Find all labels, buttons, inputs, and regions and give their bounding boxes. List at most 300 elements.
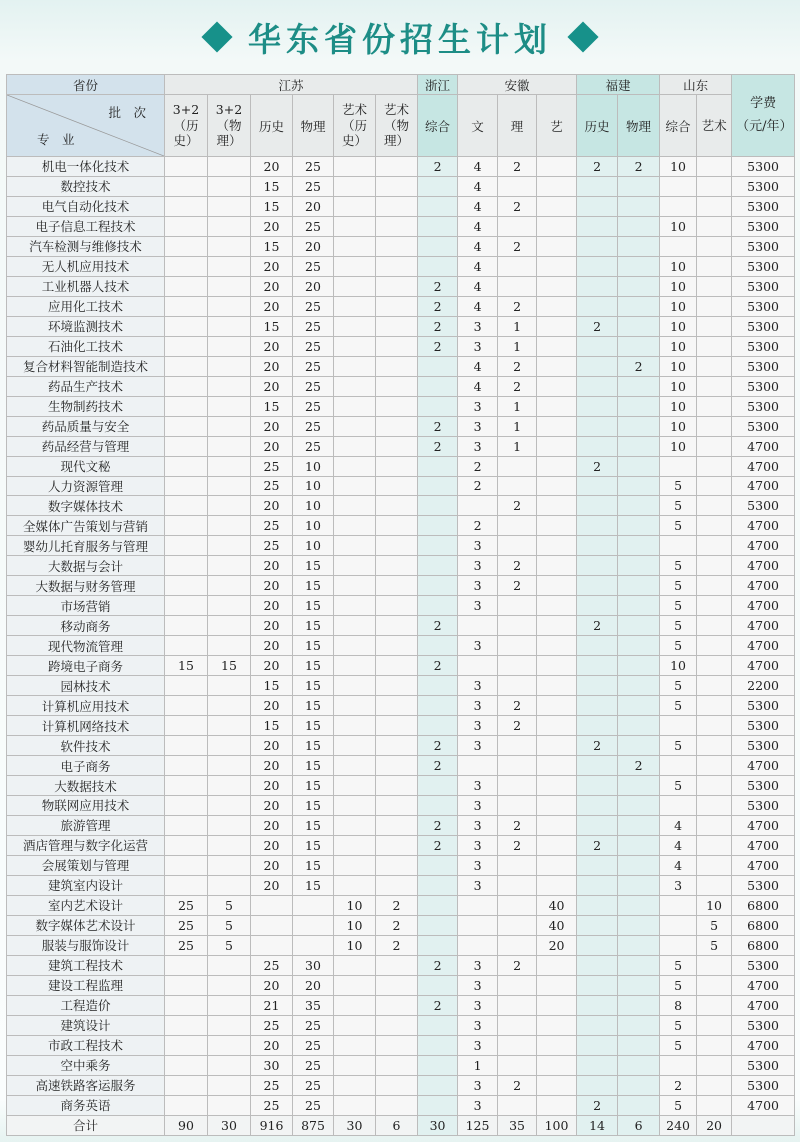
major-name: 药品经营与管理 <box>7 436 165 456</box>
quota-cell <box>418 516 458 536</box>
quota-cell <box>697 756 732 776</box>
quota-cell <box>618 915 660 935</box>
major-name: 室内艺术设计 <box>7 895 165 915</box>
table-row <box>7 356 795 376</box>
quota-cell: 15 <box>293 796 334 816</box>
major-name: 药品质量与安全 <box>7 416 165 436</box>
table-row <box>7 1095 795 1115</box>
quota-cell <box>208 636 251 656</box>
quota-cell: 2 <box>418 656 458 676</box>
table-row <box>7 1035 795 1055</box>
quota-cell <box>498 1095 537 1115</box>
quota-cell <box>208 676 251 696</box>
major-name: 市政工程技术 <box>7 1035 165 1055</box>
quota-cell <box>660 895 697 915</box>
quota-cell <box>697 576 732 596</box>
quota-cell: 20 <box>293 276 334 296</box>
quota-cell <box>697 636 732 656</box>
quota-cell <box>660 1055 697 1075</box>
quota-cell <box>376 276 418 296</box>
quota-cell <box>418 1075 458 1095</box>
fee-cell: 5300 <box>732 176 795 196</box>
quota-cell: 15 <box>293 556 334 576</box>
province-header-shandong: 山东 <box>660 75 732 95</box>
quota-cell <box>334 776 376 796</box>
quota-cell <box>165 736 208 756</box>
quota-cell <box>577 276 618 296</box>
col-js-history: 历史 <box>251 95 293 157</box>
quota-cell <box>697 1095 732 1115</box>
table-row <box>7 955 795 975</box>
quota-cell: 25 <box>293 296 334 316</box>
quota-cell: 2 <box>418 416 458 436</box>
quota-cell <box>376 835 418 855</box>
quota-cell <box>577 855 618 875</box>
quota-cell <box>618 815 660 835</box>
quota-cell: 15 <box>293 576 334 596</box>
quota-cell: 2 <box>577 157 618 177</box>
quota-cell: 3 <box>458 336 498 356</box>
quota-cell <box>418 576 458 596</box>
quota-cell: 20 <box>293 975 334 995</box>
quota-cell: 5 <box>660 616 697 636</box>
quota-cell <box>618 835 660 855</box>
quota-cell <box>418 895 458 915</box>
quota-cell <box>577 576 618 596</box>
col-sd-comprehensive: 综合 <box>660 95 697 157</box>
quota-cell: 15 <box>293 676 334 696</box>
major-name: 环境监测技术 <box>7 316 165 336</box>
fee-header: 学费（元/年） <box>732 75 795 157</box>
quota-cell: 30 <box>251 1055 293 1075</box>
fee-cell: 5300 <box>732 1055 795 1075</box>
fee-cell: 4700 <box>732 576 795 596</box>
quota-cell: 6 <box>376 1115 418 1136</box>
quota-cell: 2 <box>498 196 537 216</box>
quota-cell: 10 <box>660 356 697 376</box>
quota-cell <box>376 776 418 796</box>
fee-cell: 5300 <box>732 875 795 895</box>
quota-cell <box>577 696 618 716</box>
quota-cell <box>537 815 577 835</box>
quota-cell <box>577 1015 618 1035</box>
quota-cell <box>697 236 732 256</box>
quota-cell: 15 <box>251 676 293 696</box>
quota-cell: 25 <box>251 456 293 476</box>
quota-cell <box>165 176 208 196</box>
quota-cell <box>697 376 732 396</box>
fee-cell: 4700 <box>732 835 795 855</box>
quota-cell: 15 <box>251 396 293 416</box>
quota-cell <box>537 596 577 616</box>
quota-cell <box>697 176 732 196</box>
quota-cell: 916 <box>251 1115 293 1136</box>
quota-cell: 2 <box>577 456 618 476</box>
quota-cell <box>376 396 418 416</box>
quota-cell <box>537 1095 577 1115</box>
quota-cell: 5 <box>660 476 697 496</box>
quota-cell <box>458 915 498 935</box>
quota-cell <box>577 875 618 895</box>
quota-cell: 2 <box>618 157 660 177</box>
quota-cell <box>418 496 458 516</box>
quota-cell: 2 <box>418 436 458 456</box>
quota-cell: 10 <box>334 895 376 915</box>
quota-cell <box>660 796 697 816</box>
quota-cell: 10 <box>660 296 697 316</box>
quota-cell: 2 <box>458 516 498 536</box>
quota-cell <box>418 356 458 376</box>
quota-cell <box>334 1095 376 1115</box>
quota-cell <box>208 855 251 875</box>
quota-cell <box>376 955 418 975</box>
quota-cell: 1 <box>498 336 537 356</box>
table-row <box>7 776 795 796</box>
quota-cell <box>376 855 418 875</box>
table-row <box>7 157 795 177</box>
quota-cell <box>208 396 251 416</box>
quota-cell <box>165 776 208 796</box>
quota-cell: 2 <box>498 356 537 376</box>
quota-cell <box>498 995 537 1015</box>
quota-cell <box>208 176 251 196</box>
major-name: 生物制药技术 <box>7 396 165 416</box>
quota-cell <box>418 935 458 955</box>
quota-cell <box>537 236 577 256</box>
major-name: 建筑工程技术 <box>7 955 165 975</box>
quota-cell <box>498 656 537 676</box>
quota-cell <box>208 1075 251 1095</box>
major-name: 软件技术 <box>7 736 165 756</box>
fee-cell: 5300 <box>732 416 795 436</box>
quota-cell <box>334 176 376 196</box>
quota-cell: 2 <box>498 296 537 316</box>
quota-cell <box>165 1095 208 1115</box>
major-name: 园林技术 <box>7 676 165 696</box>
quota-cell: 2 <box>498 815 537 835</box>
fee-cell: 4700 <box>732 1035 795 1055</box>
quota-cell <box>697 855 732 875</box>
quota-cell <box>660 935 697 955</box>
quota-cell <box>537 456 577 476</box>
quota-cell: 20 <box>251 416 293 436</box>
quota-cell <box>165 316 208 336</box>
quota-cell <box>165 456 208 476</box>
quota-cell <box>697 676 732 696</box>
table-row <box>7 176 795 196</box>
quota-cell <box>577 536 618 556</box>
quota-cell: 2 <box>458 476 498 496</box>
quota-cell <box>618 955 660 975</box>
quota-cell <box>618 875 660 895</box>
quota-cell <box>537 376 577 396</box>
table-row <box>7 736 795 756</box>
quota-cell <box>165 556 208 576</box>
table-row <box>7 576 795 596</box>
quota-cell <box>208 216 251 236</box>
quota-cell <box>418 396 458 416</box>
quota-cell: 15 <box>293 815 334 835</box>
quota-cell: 25 <box>293 396 334 416</box>
quota-cell <box>208 736 251 756</box>
quota-cell <box>577 776 618 796</box>
quota-cell <box>458 895 498 915</box>
quota-cell <box>537 875 577 895</box>
fee-cell: 4700 <box>732 756 795 776</box>
quota-cell <box>376 256 418 276</box>
quota-cell <box>376 596 418 616</box>
quota-cell: 20 <box>251 1035 293 1055</box>
quota-cell <box>577 296 618 316</box>
quota-cell <box>537 176 577 196</box>
quota-cell <box>418 636 458 656</box>
quota-cell <box>334 316 376 336</box>
quota-cell <box>498 935 537 955</box>
quota-cell: 3 <box>458 815 498 835</box>
major-name: 计算机网络技术 <box>7 716 165 736</box>
quota-cell <box>418 875 458 895</box>
quota-cell: 25 <box>293 256 334 276</box>
quota-cell: 25 <box>293 176 334 196</box>
quota-cell: 10 <box>334 935 376 955</box>
quota-cell: 15 <box>293 636 334 656</box>
quota-cell <box>251 915 293 935</box>
quota-cell: 10 <box>334 915 376 935</box>
quota-cell: 90 <box>165 1115 208 1136</box>
quota-cell <box>458 935 498 955</box>
major-name: 现代文秘 <box>7 456 165 476</box>
quota-cell <box>618 1035 660 1055</box>
fee-cell: 5300 <box>732 276 795 296</box>
quota-cell <box>537 676 577 696</box>
fee-cell: 4700 <box>732 636 795 656</box>
quota-cell <box>376 496 418 516</box>
quota-cell <box>208 955 251 975</box>
quota-cell: 1 <box>498 396 537 416</box>
quota-cell <box>458 656 498 676</box>
quota-cell <box>376 356 418 376</box>
quota-cell: 20 <box>251 796 293 816</box>
quota-cell: 14 <box>577 1115 618 1136</box>
fee-cell: 5300 <box>732 336 795 356</box>
quota-cell: 2 <box>577 316 618 336</box>
quota-cell: 15 <box>251 236 293 256</box>
quota-cell: 3 <box>458 955 498 975</box>
fee-cell: 6800 <box>732 895 795 915</box>
quota-cell <box>334 416 376 436</box>
quota-cell: 125 <box>458 1115 498 1136</box>
quota-cell <box>618 536 660 556</box>
quota-cell <box>334 656 376 676</box>
quota-cell <box>376 536 418 556</box>
quota-cell: 15 <box>293 736 334 756</box>
quota-cell <box>376 1055 418 1075</box>
quota-cell <box>618 736 660 756</box>
quota-cell: 15 <box>293 696 334 716</box>
quota-cell <box>577 915 618 935</box>
quota-cell <box>376 376 418 396</box>
quota-cell: 35 <box>293 995 334 1015</box>
quota-cell: 25 <box>251 955 293 975</box>
quota-cell <box>537 796 577 816</box>
quota-cell <box>537 516 577 536</box>
table-row <box>7 815 795 835</box>
quota-cell <box>165 296 208 316</box>
quota-cell: 25 <box>165 915 208 935</box>
quota-cell: 20 <box>251 975 293 995</box>
quota-cell <box>618 196 660 216</box>
quota-cell <box>498 776 537 796</box>
fee-cell: 4700 <box>732 975 795 995</box>
col-js-art-history: 艺术（历史） <box>334 95 376 157</box>
quota-cell <box>537 776 577 796</box>
quota-cell: 25 <box>293 216 334 236</box>
quota-cell <box>208 436 251 456</box>
quota-cell: 5 <box>697 915 732 935</box>
quota-cell <box>498 1035 537 1055</box>
quota-cell: 3 <box>458 1015 498 1035</box>
fee-cell: 4700 <box>732 596 795 616</box>
quota-cell <box>376 296 418 316</box>
quota-cell <box>618 376 660 396</box>
quota-cell <box>418 676 458 696</box>
quota-cell <box>537 736 577 756</box>
quota-cell <box>334 855 376 875</box>
quota-cell: 3 <box>458 1035 498 1055</box>
quota-cell <box>537 216 577 236</box>
col-zj-comprehensive: 综合 <box>418 95 458 157</box>
quota-cell <box>208 995 251 1015</box>
quota-cell <box>165 536 208 556</box>
quota-cell: 15 <box>165 656 208 676</box>
quota-cell <box>334 276 376 296</box>
quota-cell: 3 <box>458 596 498 616</box>
quota-cell <box>618 316 660 336</box>
quota-cell <box>618 1015 660 1035</box>
quota-cell <box>334 835 376 855</box>
quota-cell: 3 <box>458 975 498 995</box>
quota-cell <box>418 376 458 396</box>
quota-cell <box>697 536 732 556</box>
major-name: 数控技术 <box>7 176 165 196</box>
quota-cell: 2 <box>418 336 458 356</box>
quota-cell <box>208 256 251 276</box>
major-name: 会展策划与管理 <box>7 855 165 875</box>
quota-cell <box>334 356 376 376</box>
quota-cell <box>165 616 208 636</box>
quota-cell: 20 <box>293 236 334 256</box>
quota-cell <box>376 716 418 736</box>
quota-cell: 3 <box>458 316 498 336</box>
quota-cell: 3 <box>458 396 498 416</box>
quota-cell <box>208 516 251 536</box>
quota-cell <box>251 895 293 915</box>
quota-cell <box>697 416 732 436</box>
quota-cell: 10 <box>293 496 334 516</box>
quota-cell <box>376 456 418 476</box>
quota-cell <box>577 336 618 356</box>
major-name: 大数据技术 <box>7 776 165 796</box>
quota-cell: 20 <box>251 855 293 875</box>
quota-cell: 4 <box>458 236 498 256</box>
quota-cell: 15 <box>293 716 334 736</box>
major-name: 物联网应用技术 <box>7 796 165 816</box>
quota-cell: 3 <box>458 556 498 576</box>
quota-cell: 4 <box>458 256 498 276</box>
quota-cell: 20 <box>251 776 293 796</box>
quota-cell <box>577 556 618 576</box>
quota-cell <box>376 316 418 336</box>
quota-cell <box>334 596 376 616</box>
quota-cell: 2 <box>418 815 458 835</box>
table-row <box>7 636 795 656</box>
quota-cell <box>618 336 660 356</box>
quota-cell <box>334 396 376 416</box>
quota-cell <box>208 536 251 556</box>
table-row <box>7 376 795 396</box>
quota-cell <box>165 1055 208 1075</box>
quota-cell <box>537 975 577 995</box>
quota-cell <box>577 516 618 536</box>
quota-cell: 25 <box>293 1055 334 1075</box>
quota-cell <box>618 236 660 256</box>
quota-cell: 21 <box>251 995 293 1015</box>
quota-cell: 20 <box>251 696 293 716</box>
quota-cell <box>577 815 618 835</box>
quota-cell <box>618 256 660 276</box>
fee-cell: 5300 <box>732 696 795 716</box>
quota-cell <box>165 975 208 995</box>
quota-cell: 10 <box>660 376 697 396</box>
quota-cell <box>577 376 618 396</box>
quota-cell: 15 <box>251 716 293 736</box>
quota-cell <box>537 1015 577 1035</box>
quota-cell: 875 <box>293 1115 334 1136</box>
quota-cell: 1 <box>458 1055 498 1075</box>
quota-cell <box>334 756 376 776</box>
quota-cell <box>376 556 418 576</box>
quota-cell <box>697 157 732 177</box>
quota-cell <box>697 516 732 536</box>
table-row <box>7 796 795 816</box>
quota-cell <box>334 536 376 556</box>
quota-cell <box>208 1015 251 1035</box>
quota-cell: 3 <box>458 416 498 436</box>
quota-cell: 20 <box>251 736 293 756</box>
quota-cell <box>577 1075 618 1095</box>
quota-cell: 20 <box>251 376 293 396</box>
major-name: 无人机应用技术 <box>7 256 165 276</box>
table-row <box>7 456 795 476</box>
quota-cell <box>618 935 660 955</box>
quota-cell: 20 <box>251 756 293 776</box>
major-name: 计算机应用技术 <box>7 696 165 716</box>
major-name: 婴幼儿托育服务与管理 <box>7 536 165 556</box>
quota-cell <box>334 1055 376 1075</box>
quota-cell <box>618 216 660 236</box>
quota-cell: 20 <box>251 556 293 576</box>
enrollment-plan-table <box>6 74 795 1136</box>
table-row <box>7 316 795 336</box>
quota-cell <box>334 196 376 216</box>
quota-cell <box>208 696 251 716</box>
table-row <box>7 875 795 895</box>
quota-cell <box>376 815 418 835</box>
quota-cell <box>165 855 208 875</box>
quota-cell <box>376 196 418 216</box>
quota-cell <box>498 875 537 895</box>
quota-cell <box>165 416 208 436</box>
